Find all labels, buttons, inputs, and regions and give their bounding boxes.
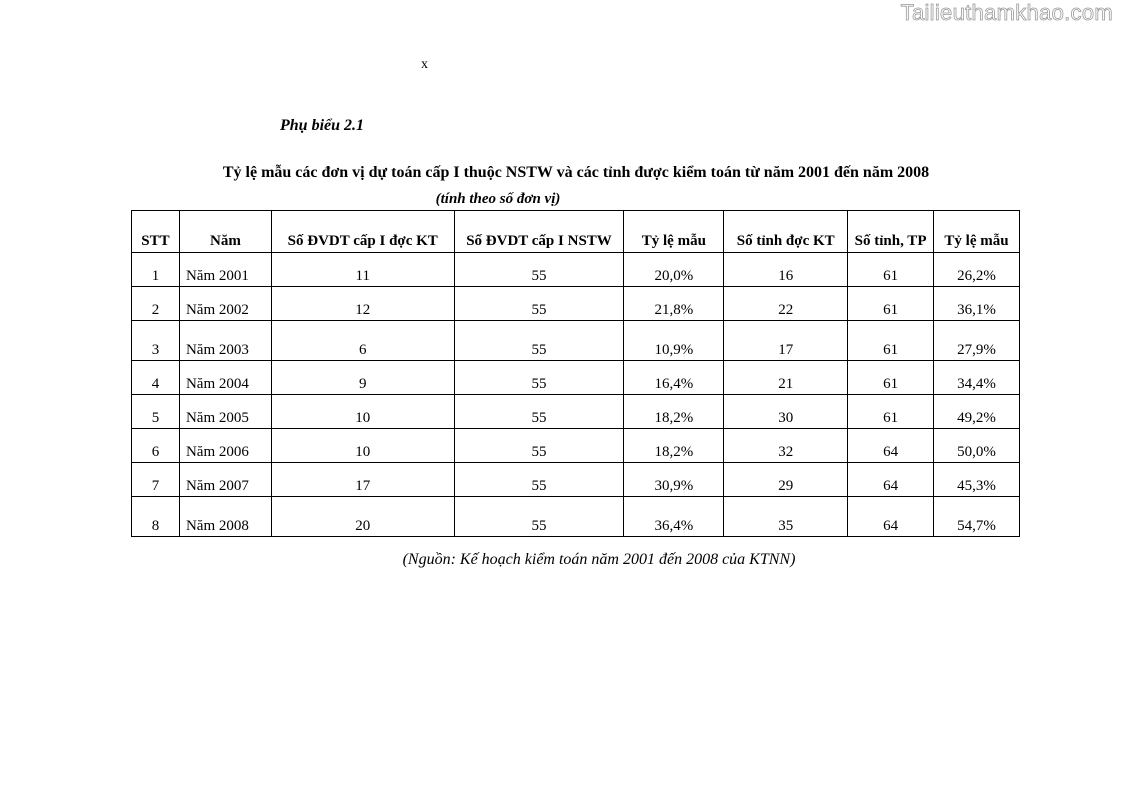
cell-dvdt-total: 55 [454,429,624,463]
cell-province-total: 61 [848,395,934,429]
table-row [132,287,1020,321]
cell-stt: 3 [132,321,180,361]
cell-dvdt-total: 55 [454,497,624,537]
header-year: Năm [179,211,271,253]
cell-year: Năm 2007 [179,463,271,497]
header-stt: STT [132,211,180,253]
cell-province-ratio: 49,2% [934,395,1020,429]
cell-stt: 5 [132,395,180,429]
cell-province-audited: 16 [724,253,848,287]
cell-dvdt-ratio: 36,4% [624,497,724,537]
cell-dvdt-ratio: 21,8% [624,287,724,321]
cell-dvdt-ratio: 18,2% [624,395,724,429]
cell-province-ratio: 34,4% [934,361,1020,395]
cell-province-audited: 32 [724,429,848,463]
cell-stt: 2 [132,287,180,321]
cell-dvdt-total: 55 [454,361,624,395]
cell-year: Năm 2001 [179,253,271,287]
cell-province-total: 61 [848,321,934,361]
cell-province-audited: 21 [724,361,848,395]
cell-dvdt-total: 55 [454,287,624,321]
cell-year: Năm 2003 [179,321,271,361]
header-province-audited: Số tỉnh đợc KT [724,211,848,253]
table-row [132,321,1020,361]
cell-stt: 8 [132,497,180,537]
cell-year: Năm 2002 [179,287,271,321]
cell-province-ratio: 45,3% [934,463,1020,497]
header-province-total: Số tỉnh, TP [848,211,934,253]
cell-province-total: 64 [848,429,934,463]
cell-dvdt-audited: 6 [271,321,454,361]
header-dvdt-audited: Số ĐVDT cấp I đợc KT [271,211,454,253]
cell-dvdt-ratio: 18,2% [624,429,724,463]
table-row [132,395,1020,429]
cell-dvdt-ratio: 10,9% [624,321,724,361]
cell-dvdt-total: 55 [454,463,624,497]
table-row [132,463,1020,497]
cell-province-ratio: 27,9% [934,321,1020,361]
cell-province-audited: 29 [724,463,848,497]
cell-stt: 4 [132,361,180,395]
cell-dvdt-audited: 12 [271,287,454,321]
cell-stt: 1 [132,253,180,287]
cell-year: Năm 2004 [179,361,271,395]
cell-dvdt-audited: 17 [271,463,454,497]
cell-province-audited: 30 [724,395,848,429]
source-note: (Nguồn: Kế hoạch kiểm toán năm 2001 đến 2008 của KTNN) [402,551,796,568]
page-mark: x [421,57,428,72]
cell-dvdt-audited: 10 [271,395,454,429]
table-subtitle: (tính theo số đơn vị) [435,191,561,207]
cell-province-audited: 35 [724,497,848,537]
site-watermark: Tailieuthamkhao.com [900,0,1113,25]
cell-province-audited: 17 [724,321,848,361]
table-row [132,429,1020,463]
header-dvdt-ratio: Tỷ lệ mẫu [624,211,724,253]
cell-dvdt-total: 55 [454,395,624,429]
cell-province-total: 64 [848,463,934,497]
cell-province-ratio: 54,7% [934,497,1020,537]
cell-dvdt-ratio: 16,4% [624,361,724,395]
cell-dvdt-ratio: 20,0% [624,253,724,287]
cell-province-total: 61 [848,287,934,321]
cell-dvdt-total: 55 [454,321,624,361]
table-row [132,253,1020,287]
cell-province-ratio: 36,1% [934,287,1020,321]
cell-province-ratio: 26,2% [934,253,1020,287]
cell-province-ratio: 50,0% [934,429,1020,463]
table-title: Tỷ lệ mẫu các đơn vị dự toán cấp I thuộc NSTW và các tỉnh được kiểm toán từ năm 2001 đến năm 2008 [222,164,930,181]
cell-stt: 6 [132,429,180,463]
cell-year: Năm 2008 [179,497,271,537]
cell-year: Năm 2005 [179,395,271,429]
appendix-label: Phụ biểu 2.1 [280,117,365,134]
cell-dvdt-ratio: 30,9% [624,463,724,497]
cell-province-total: 61 [848,361,934,395]
cell-province-total: 64 [848,497,934,537]
audit-sample-table [131,210,1020,537]
header-province-ratio: Tỷ lệ mẫu [934,211,1020,253]
table-header-row [132,211,1020,253]
cell-dvdt-audited: 11 [271,253,454,287]
cell-province-total: 61 [848,253,934,287]
cell-year: Năm 2006 [179,429,271,463]
cell-dvdt-audited: 20 [271,497,454,537]
cell-dvdt-audited: 9 [271,361,454,395]
cell-province-audited: 22 [724,287,848,321]
table-row [132,497,1020,537]
cell-dvdt-audited: 10 [271,429,454,463]
cell-dvdt-total: 55 [454,253,624,287]
table-row [132,361,1020,395]
header-dvdt-total: Số ĐVDT cấp I NSTW [454,211,624,253]
cell-stt: 7 [132,463,180,497]
